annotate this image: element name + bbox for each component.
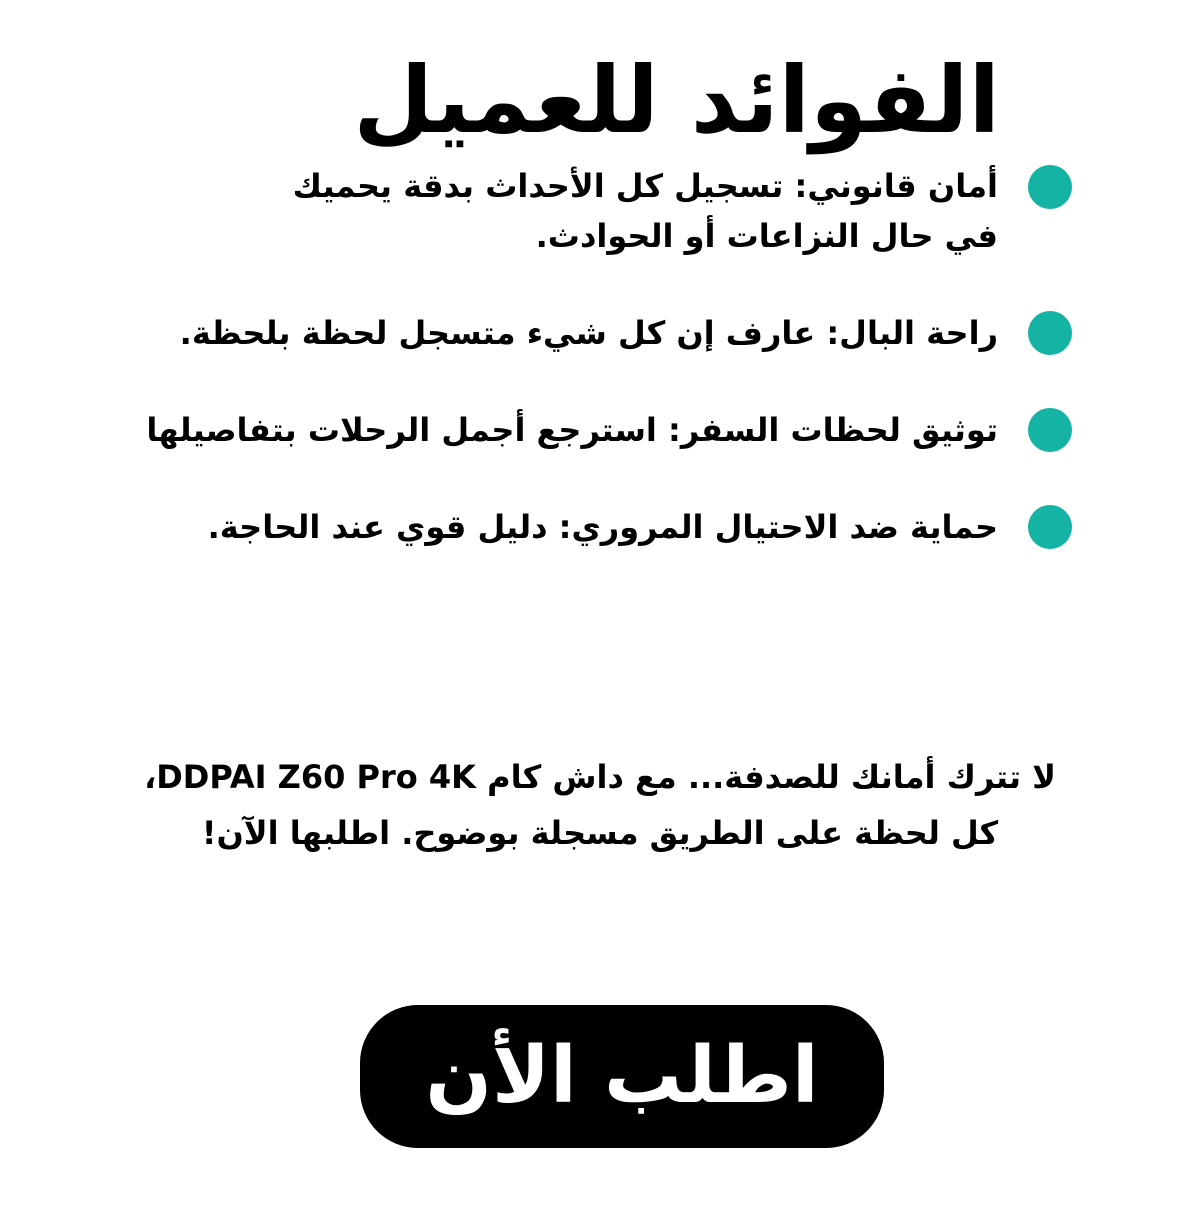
benefit-text: أمان قانوني: تسجيل كل الأحداث بدقة يحميك في حال النزاعات أو الحوادث.: [292, 167, 998, 255]
closing-line-1: لا تترك أمانك للصدفة... مع داش كام DDPAI Z60 Pro 4K،: [144, 758, 1056, 796]
benefit-item-fraud-protection: [72, 504, 1072, 624]
page-title: الفوائد للعميل: [353, 46, 1000, 154]
order-now-button[interactable]: اطلب الأن: [360, 1005, 884, 1148]
teal-bullet-icon: [1028, 408, 1072, 452]
benefit-text: راحة البال: عارف إن كل شيء متسجل لحظة بلحظة.: [179, 314, 998, 352]
teal-bullet-icon: [1028, 311, 1072, 355]
closing-message: [70, 749, 1130, 861]
benefit-text: حماية ضد الاحتيال المروري: دليل قوي عند الحاجة.: [207, 508, 998, 546]
benefit-text: توثيق لحظات السفر: استرجع أجمل الرحلات بتفاصيلها: [146, 411, 998, 449]
benefit-item-legal-security: [72, 164, 1072, 284]
teal-bullet-icon: [1028, 165, 1072, 209]
closing-line-2: كل لحظة على الطريق مسجلة بوضوح. اطلبها الآن!: [201, 814, 999, 852]
teal-bullet-icon: [1028, 505, 1072, 549]
benefits-list: [0, 0, 1200, 600]
